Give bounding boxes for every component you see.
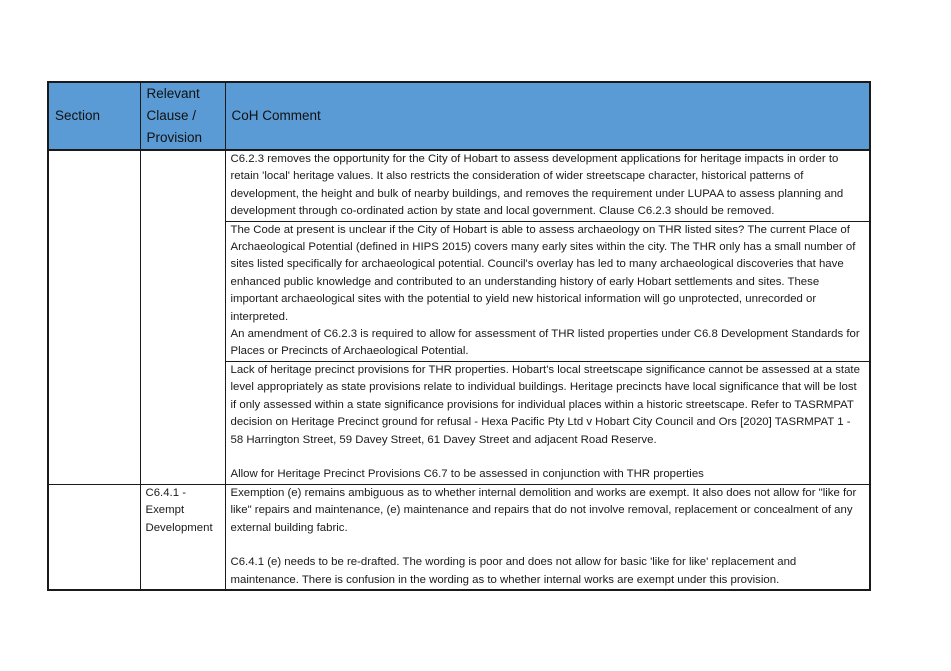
clause-cell [140,150,225,221]
clause-cell [140,221,225,361]
clause-cell: C6.4.1 - Exempt Development [140,484,225,590]
comment-cell [225,221,870,361]
comment-paragraph: Exemption (e) remains ambiguous as to whether internal demolition and works are exempt. It also does not allow for "like for like" repairs and maintenance, (e) maintenance and repairs that do not involve removal, replacement or concealment of any external building fabric. [230,486,857,534]
section-cell [48,150,140,221]
header-clause: Relevant Clause / Provision [140,82,225,150]
header-section: Section [48,82,140,150]
header-comment: CoH Comment [225,82,870,150]
comment-cell [225,150,870,221]
table-row [48,150,870,221]
table-row [48,361,870,484]
table-header-row [48,82,870,150]
comment-paragraph: C6.2.3 removes the opportunity for the City of Hobart to assess development applications for heritage impacts in order to retain 'local' heritage values. It also restricts the consideration of wider streetscape character, historical patterns of development, the height and bulk of nearby buildings, and removes the requirement under LUPAA to assess planning and development through co-ordinated action by state and local government. Clause C6.2.3 should be removed. [230,153,844,218]
comment-paragraph: An amendment of C6.2.3 is required to allow for assessment of THR listed properties under C6.8 Development Standards for Places or Precincts of Archaeological Potential. [230,328,860,358]
section-cell [48,361,140,484]
paragraph-spacer [231,537,865,554]
comment-paragraph: Allow for Heritage Precinct Provisions C6.7 to be assessed in conjunction with THR properties [230,468,704,481]
section-cell [48,484,140,590]
comment-cell [225,484,870,590]
comment-cell [225,361,870,484]
comment-paragraph: Lack of heritage precinct provisions for THR properties. Hobart's local streetscape significance cannot be assessed at a state level appropriately as state provisions relate to individual buildings. Heritage precincts have local significance that will be lost if only assessed within a state significance provisions for individual places within a historic streetscape. Refer to TASRMPAT decision on Heritage Precinct ground for refusal - Hexa Pacific Pty Ltd v Hobart City Council and Ors [2020] TASRMPAT 1 - 58 Harrington Street, 59 Davey Street, 61 Davey Street and adjacent Road Reserve. [230,363,860,446]
clause-cell [140,361,225,484]
comment-paragraph: The Code at present is unclear if the City of Hobart is able to assess archaeology on THR listed sites? The current Place of Archaeological Potential (defined in HIPS 2015) covers many early sites within the city. The THR only has a small number of sites listed specifically for archaeological potential. Council's overlay has led to many archaeological discoveries that have enhanced public knowledge and contributed to an understanding history of early Hobart settlements and sites. These important archaeological sites with the potential to yield new historical information will go unprotected, unrecorded or interpreted. [230,223,856,323]
comment-paragraph: C6.4.1 (e) needs to be re-drafted. The wording is poor and does not allow for basic 'like for like' replacement and maintenance. There is confusion in the wording as to whether internal works are exempt under this provision. [230,556,797,586]
table-row [48,221,870,361]
paragraph-spacer [231,449,865,466]
section-cell [48,221,140,361]
table-row [48,484,870,590]
heritage-comments-table [47,81,871,591]
